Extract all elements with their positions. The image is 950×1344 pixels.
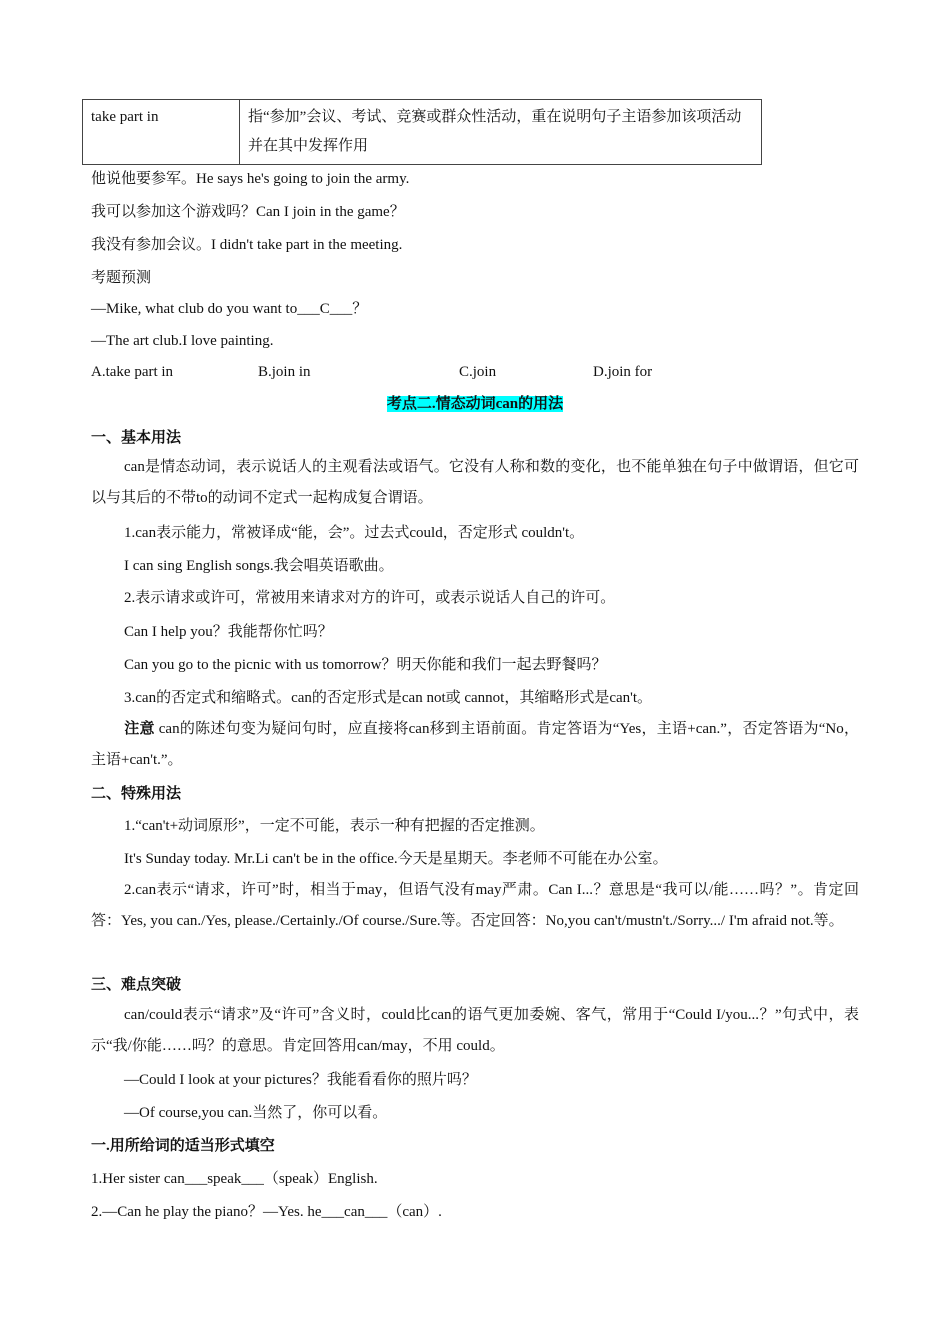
prediction-answer: —The art club.I love painting. <box>91 333 274 349</box>
paragraph-negative: 3.can的否定式和缩略式。can的否定形式是can not或 cannot，其缩略形式是can't。 <box>124 690 653 706</box>
paragraph-intro <box>91 452 859 514</box>
example-sentence: 我可以参加这个游戏吗？Can I join in the game？ <box>91 204 405 220</box>
heading-difficult: 三、难点突破 <box>91 977 182 993</box>
paragraph-special-2 <box>91 875 859 937</box>
prediction-question: —Mike, what club do you want to___C___？ <box>91 301 368 317</box>
paragraph-note <box>91 714 859 776</box>
example-sentence: Can I help you？我能帮你忙吗？ <box>124 624 333 640</box>
example-sentence: —Of course,you can.当然了，你可以看。 <box>124 1105 388 1121</box>
heading-special: 二、特殊用法 <box>91 786 182 802</box>
option-d: D.join for <box>593 364 653 380</box>
example-sentence: It's Sunday today. Mr.Li can't be in the office.今天是星期天。李老师不可能在办公室。 <box>124 851 668 867</box>
table-row <box>83 100 762 165</box>
table-term-cell: take part in <box>83 100 240 165</box>
option-a: A.take part in <box>91 364 174 380</box>
paragraph-ability: 1.can表示能力，常被译成“能，会”。过去式could，否定形式 couldn't。 <box>124 525 585 541</box>
note-text: can的陈述句变为疑问句时，应直接将can移到主语前面。肯定答语为“Yes，主语+can.”，否定答语为“No，主语+can't.”。 <box>91 721 859 768</box>
section-title <box>0 393 950 415</box>
paragraph-text: 2.can表示“请求，许可”时，相当于may，但语气没有may严肃。Can I...？意思是“我可以/能……吗？”。肯定回答：Yes, you can./Yes, please./Certainly./Of course./Sure.等。否定回答：No,you can't/mustn't./Sorry.../ I'm afraid not.等。 <box>91 882 859 929</box>
paragraph-text: can/could表示“请求”及“许可”含义时，could比can的语气更加委婉、客气，常用于“Could I/you...？”句式中，表示“我/你能……吗？的意思。肯定回答用can/may，不用 could。 <box>91 1007 859 1054</box>
example-sentence: Can you go to the picnic with us tomorrow？明天你能和我们一起去野餐吗？ <box>124 657 607 673</box>
prediction-label: 考题预测 <box>91 270 152 286</box>
example-sentence: 他说他要参军。He says he's going to join the army. <box>91 171 410 187</box>
paragraph-difficult <box>91 1000 859 1062</box>
option-b: B.join in <box>258 364 311 380</box>
exercise-question-2: 2.—Can he play the piano？—Yes. he___can___（can）. <box>91 1204 442 1220</box>
example-sentence: I can sing English songs.我会唱英语歌曲。 <box>124 558 394 574</box>
paragraph-permission: 2.表示请求或许可，常被用来请求对方的许可，或表示说话人自己的许可。 <box>124 590 616 606</box>
table-definition-cell: 指“参加”会议、考试、竞赛或群众性活动，重在说明句子主语参加该项活动并在其中发挥作用 <box>240 100 762 165</box>
note-label: 注意 <box>124 721 155 737</box>
heading-exercise: 一.用所给词的适当形式填空 <box>91 1138 275 1154</box>
paragraph-special-1: 1.“can't+动词原形”，一定不可能，表示一种有把握的否定推测。 <box>124 818 545 834</box>
paragraph-text: can是情态动词，表示说话人的主观看法或语气。它没有人称和数的变化，也不能单独在句子中做谓语，但它可以与其后的不带to的动词不定式一起构成复合谓语。 <box>91 459 859 506</box>
exercise-question-1: 1.Her sister can___speak___（speak）English. <box>91 1171 378 1187</box>
example-sentence: —Could I look at your pictures？我能看看你的照片吗？ <box>124 1072 477 1088</box>
heading-basic: 一、基本用法 <box>91 430 182 446</box>
option-c: C.join <box>459 364 497 380</box>
definition-table <box>82 99 762 165</box>
section-title-text: 考点二.情态动词can的用法 <box>386 396 564 412</box>
example-sentence: 我没有参加会议。I didn't take part in the meeting. <box>91 237 403 253</box>
